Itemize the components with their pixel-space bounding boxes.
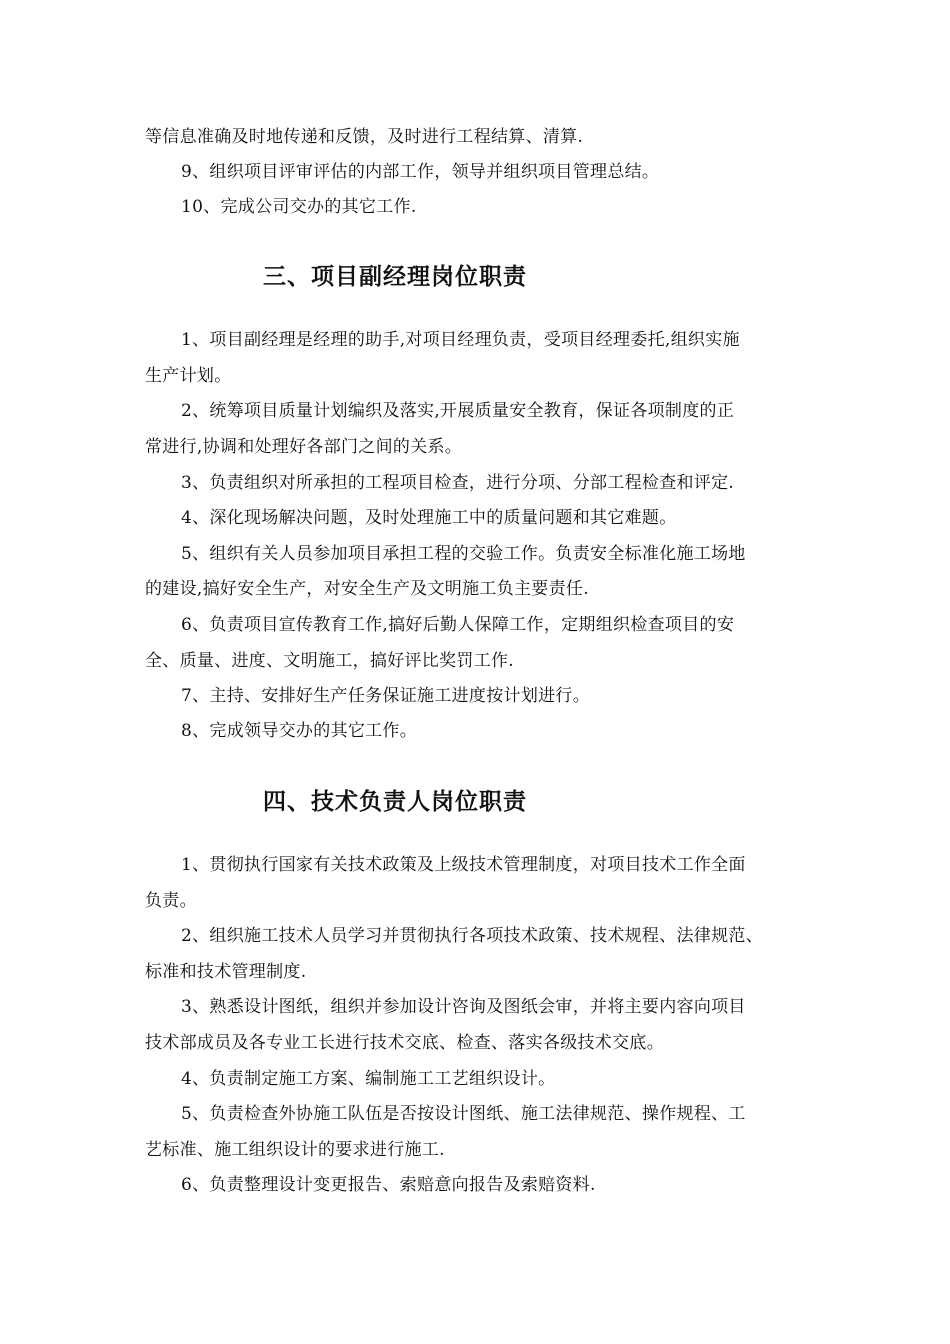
paragraph-line: 9、组织项目评审评估的内部工作，领导并组织项目管理总结。 bbox=[181, 162, 660, 182]
paragraph-line: 全、质量、进度、文明施工，搞好评比奖罚工作. bbox=[145, 651, 515, 671]
paragraph-line: 8、完成领导交办的其它工作。 bbox=[181, 721, 418, 741]
paragraph-line: 3、熟悉设计图纸，组织并参加设计咨询及图纸会审，并将主要内容向项目 bbox=[181, 997, 746, 1017]
paragraph-line: 3、负责组织对所承担的工程项目检查，进行分项、分部工程检查和评定. bbox=[181, 473, 735, 493]
paragraph-line: 6、负责项目宣传教育工作,搞好后勤人保障工作，定期组织检查项目的安 bbox=[181, 615, 735, 635]
paragraph-line: 常进行,协调和处理好各部门之间的关系。 bbox=[145, 437, 463, 457]
paragraph-line: 2、统筹项目质量计划编织及落实,开展质量安全教育，保证各项制度的正 bbox=[181, 401, 735, 421]
paragraph-line: 1、贯彻执行国家有关技术政策及上级技术管理制度，对项目技术工作全面 bbox=[181, 855, 746, 875]
section-heading: 四、技术负责人岗位职责 bbox=[263, 789, 527, 815]
paragraph-line: 5、负责检查外协施工队伍是否按设计图纸、施工法律规范、操作规程、工 bbox=[181, 1104, 746, 1124]
paragraph-line: 1、项目副经理是经理的助手,对项目经理负责，受项目经理委托,组织实施 bbox=[181, 330, 740, 350]
paragraph-line: 负责。 bbox=[145, 891, 197, 911]
paragraph-line: 等信息准确及时地传递和反馈，及时进行工程结算、清算. bbox=[145, 127, 584, 147]
paragraph-line: 技术部成员及各专业工长进行技术交底、检查、落实各级技术交底。 bbox=[145, 1033, 664, 1053]
paragraph-line: 4、深化现场解决问题，及时处理施工中的质量问题和其它难题。 bbox=[181, 508, 677, 528]
paragraph-line: 6、负责整理设计变更报告、索赔意向报告及索赔资料. bbox=[181, 1175, 596, 1195]
paragraph-line: 4、负责制定施工方案、编制施工工艺组织设计。 bbox=[181, 1069, 556, 1089]
paragraph-line: 5、组织有关人员参加项目承担工程的交验工作。负责安全标准化施工场地 bbox=[181, 544, 746, 564]
paragraph-line: 标准和技术管理制度. bbox=[145, 962, 307, 982]
paragraph-line: 2、组织施工技术人员学习并贯彻执行各项技术政策、技术规程、法律规范、 bbox=[181, 926, 764, 946]
paragraph-line: 10、完成公司交办的其它工作. bbox=[181, 197, 417, 217]
paragraph-line: 艺标准、施工组织设计的要求进行施工. bbox=[145, 1140, 445, 1160]
section-heading: 三、项目副经理岗位职责 bbox=[263, 264, 527, 290]
paragraph-line: 7、主持、安排好生产任务保证施工进度按计划进行。 bbox=[181, 686, 591, 706]
paragraph-line: 的建设,搞好安全生产，对安全生产及文明施工负主要责任. bbox=[145, 579, 589, 599]
paragraph-line: 生产计划。 bbox=[145, 366, 232, 386]
